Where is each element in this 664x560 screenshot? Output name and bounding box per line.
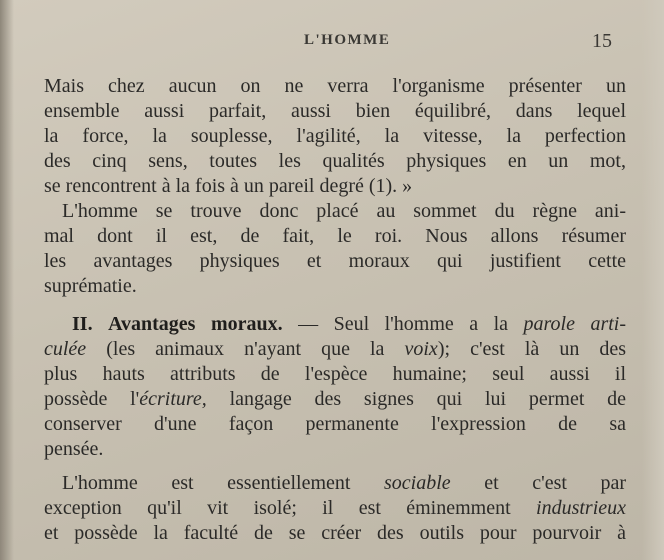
- section-heading-line: [44, 312, 626, 337]
- page-number: 15: [592, 30, 612, 52]
- text-line: la force, la souplesse, l'agilité, la vitesse, la perfection: [44, 125, 626, 147]
- text-line: Mais chez aucun on ne verra l'organisme présenter un: [44, 75, 626, 97]
- text-line: les avantages physiques et moraux qui justifient cette: [44, 250, 626, 272]
- text-line: pensée.: [44, 438, 104, 460]
- body-text: [44, 74, 626, 546]
- text-line: ensemble aussi parfait, aussi bien équilibré, dans lequel: [44, 100, 626, 122]
- text-line: des cinq sens, toutes les qualités physiques en un mot,: [44, 150, 626, 172]
- running-head: L'HOMME: [304, 32, 391, 48]
- italic-term: sociable: [384, 472, 451, 494]
- italic-term: parole arti-: [523, 313, 627, 335]
- text-line: conserver d'une façon permanente l'expression de sa: [44, 413, 626, 435]
- text-line: L'homme se trouve donc placé au sommet du règne ani-: [62, 200, 626, 222]
- text-run: ); c'est là un des: [437, 338, 627, 360]
- text-run: L'homme est essentiellement: [62, 472, 351, 494]
- text-run: — Seul l'homme a la: [298, 313, 509, 335]
- text-line: [44, 471, 626, 496]
- text-line: [44, 387, 626, 412]
- text-run: et c'est par: [484, 472, 627, 494]
- italic-term: industrieux: [536, 497, 627, 519]
- italic-term: voix: [404, 338, 438, 360]
- text-line: et possède la faculté de se créer des outils pour pourvoir à: [44, 522, 626, 544]
- page-header: [0, 32, 664, 52]
- text-line: se rencontrent à la fois à un pareil degré (1). »: [44, 175, 413, 197]
- text-run: (les animaux n'ayant que la: [106, 338, 385, 360]
- text-line: mal dont il est, de fait, le roi. Nous allons résumer: [44, 225, 626, 247]
- italic-term: écriture,: [139, 388, 207, 410]
- text-line: suprématie.: [44, 275, 137, 297]
- text-line: [44, 496, 626, 521]
- text-run: langage des signes qui lui permet de: [229, 388, 627, 410]
- italic-term: culée: [44, 338, 87, 360]
- text-line: plus hauts attributs de l'espèce humaine; seul aussi il: [44, 363, 626, 385]
- section-title: Avantages moraux.: [108, 313, 283, 335]
- section-number: II.: [72, 313, 93, 335]
- text-line: [44, 337, 626, 362]
- text-run: exception qu'il vit isolé; il est éminemment: [44, 497, 511, 519]
- page-gutter-shadow: [0, 0, 14, 560]
- page-edge-highlight: [642, 0, 664, 560]
- text-run: possède l': [44, 388, 140, 410]
